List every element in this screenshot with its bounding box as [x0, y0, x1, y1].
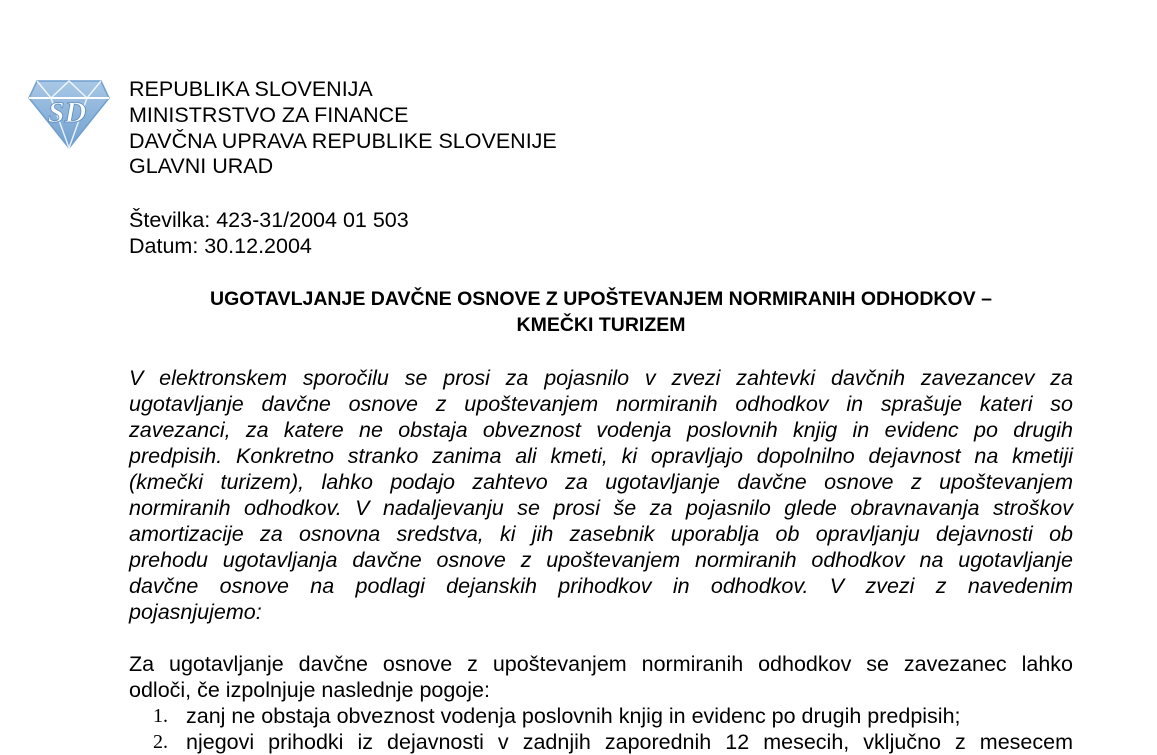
letterhead-line-tax-office: DAVČNA UPRAVA REPUBLIKE SLOVENIJE [129, 128, 557, 153]
list-item-text: njegovi prihodki iz dejavnosti v zadnjih zaporednih 12 mesecih, vključno z mesecem [186, 730, 1073, 754]
document-number: Številka: 423-31/2004 01 503 [129, 208, 409, 232]
intro-line: (kmečki turizem), lahko podajo zahtevo za ugotavljanje davčne osnove z upoštevanjem [129, 470, 1073, 494]
document-date: Datum: 30.12.2004 [129, 234, 312, 258]
intro-line: amortizacije za osnovna sredstva, ki jih zasebnik uporablja ob opravljanju dejavnosti ob [129, 522, 1073, 546]
intro-line: pojasnjujemo: [129, 600, 262, 624]
letterhead-line-ministry: MINISTRSTVO ZA FINANCE [129, 102, 409, 127]
conditions-list [129, 703, 1073, 755]
body-line: odloči, če izpolnjuje naslednje pogoje: [129, 678, 490, 702]
body-paragraph [129, 651, 1073, 703]
list-item [129, 729, 1073, 755]
list-item-number: 1. [153, 705, 168, 727]
body-line: Za ugotavljanje davčne osnove z upoštevanjem normiranih odhodkov se zavezanec lahko [129, 652, 1073, 676]
intro-line: predpisih. Konkretno stranko zanima ali kmeti, ki opravljajo dopolnilno dejavnost na kmetiji [129, 444, 1073, 468]
logo [27, 78, 111, 150]
intro-line: V elektronskem sporočilu se prosi za pojasnilo v zvezi zahtevki davčnih zavezancev za [129, 366, 1073, 390]
document-meta [129, 207, 409, 259]
title-line-1: UGOTAVLJANJE DAVČNE OSNOVE Z UPOŠTEVANJEM NORMIRANIH ODHODKOV – [210, 288, 992, 310]
letterhead-line-main-office: GLAVNI URAD [129, 154, 274, 179]
sdurs-diamond-logo-icon [27, 78, 111, 150]
letterhead-line-republic: REPUBLIKA SLOVENIJA [129, 77, 373, 101]
svg-text:SD: SD [47, 96, 87, 129]
intro-paragraph [129, 365, 1073, 625]
intro-line: normiranih odhodkov. V nadaljevanju se prosi še za pojasnilo glede obravnavanja stroškov [129, 496, 1073, 520]
intro-line: prehodu ugotavljanja davčne osnove z upoštevanjem normiranih odhodkov na ugotavljanje [129, 548, 1073, 572]
document-title [129, 286, 1073, 338]
list-item-number: 2. [153, 731, 168, 753]
title-line-2: KMEČKI TURIZEM [516, 314, 686, 336]
intro-line: zavezanci, za katere ne obstaja obveznost vodenja poslovnih knjig in evidenc po drugih [129, 418, 1073, 442]
letterhead [129, 77, 557, 180]
list-item-text: zanj ne obstaja obveznost vodenja poslovnih knjig in evidenc po drugih predpisih; [186, 704, 961, 728]
intro-line: ugotavljanje davčne osnove z upoštevanjem normiranih odhodkov in sprašuje kateri so [129, 392, 1073, 416]
list-item [129, 703, 1073, 729]
intro-line: davčne osnove na podlagi dejanskih prihodkov in odhodkov. V zvezi z navedenim [129, 574, 1073, 598]
